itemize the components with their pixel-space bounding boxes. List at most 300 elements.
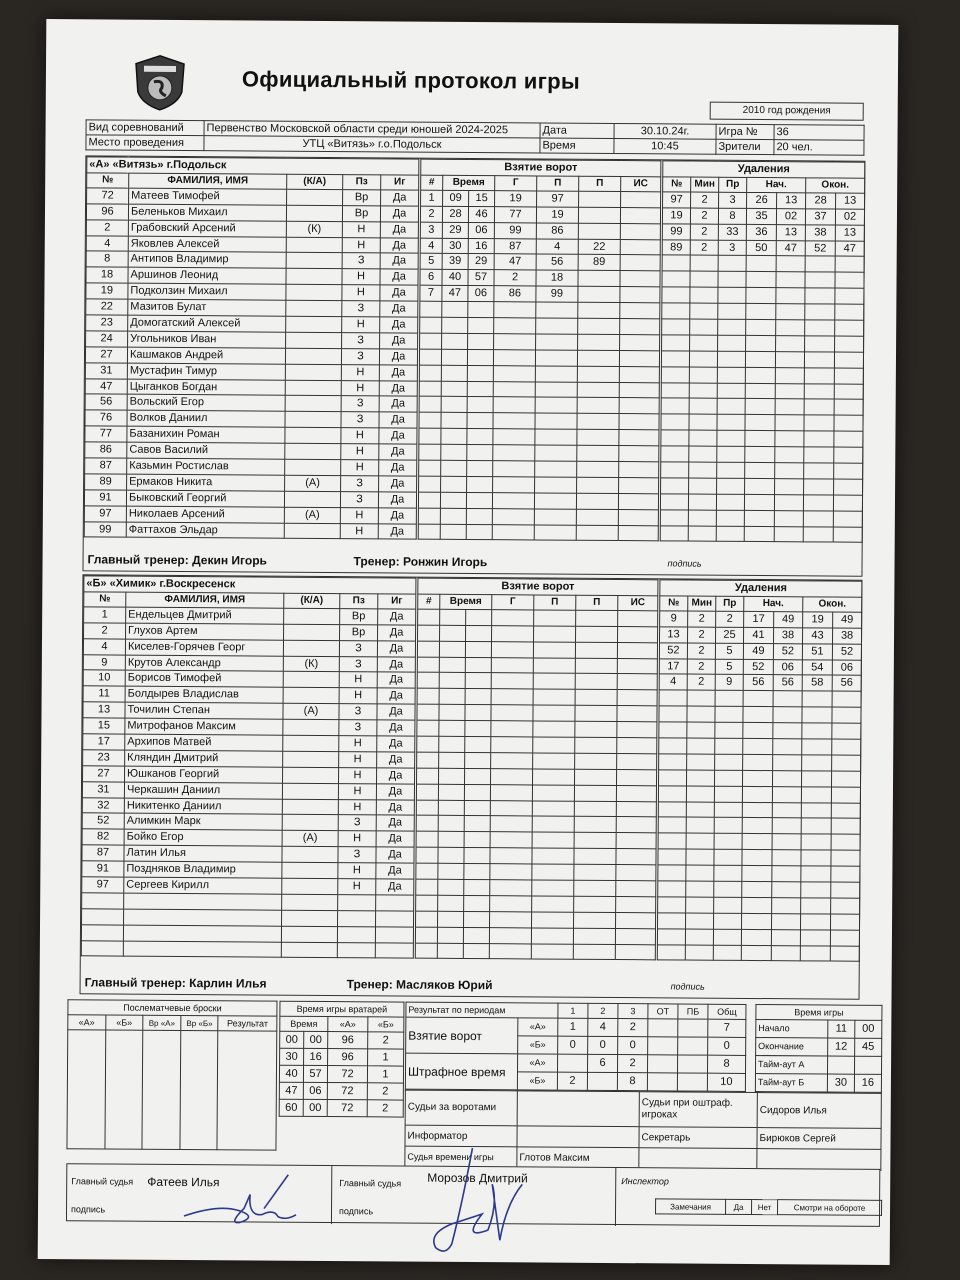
penalty-s2 (774, 526, 803, 542)
penalty-no (658, 849, 686, 865)
goal-p2 (578, 318, 620, 334)
penalty-row (660, 510, 862, 527)
player-pos (337, 926, 375, 942)
penalty-s2 (773, 707, 802, 723)
penalty-pr (715, 706, 743, 722)
goal-p2 (578, 207, 620, 223)
goal-g (494, 334, 536, 350)
player-ka (285, 443, 341, 459)
goal-p2 (574, 880, 616, 896)
penalty-e1 (802, 755, 832, 771)
penalty-row (663, 192, 865, 209)
penalty-e2 (832, 723, 861, 739)
penalty-e1 (800, 945, 830, 961)
goal-p2 (576, 610, 618, 626)
penalty-s2: 13 (777, 193, 806, 209)
goal-ss (466, 609, 492, 625)
goal-n (420, 301, 442, 317)
goal-p1 (534, 525, 576, 541)
penalty-row (661, 414, 863, 431)
col-goal-is: ИС (621, 176, 661, 191)
goal-n (419, 444, 441, 460)
penalty-no (658, 833, 686, 849)
goalie-ss: 00 (303, 1099, 327, 1116)
goal-is (619, 350, 659, 366)
goalie-ss: 57 (303, 1065, 327, 1082)
inspector-label: Инспектор (621, 1176, 669, 1187)
goal-n (416, 863, 438, 879)
timekeeper-value: Глотов Максим (517, 1147, 639, 1169)
col-pen-start: Нач. (744, 596, 803, 611)
goal-g (492, 492, 534, 508)
goal-mm (442, 333, 468, 349)
goal-ss (468, 302, 494, 318)
penalty-s2 (775, 399, 804, 415)
penalty-pr (716, 510, 744, 526)
goal-is (620, 303, 660, 319)
penalty-s2: 47 (776, 240, 805, 256)
team-b-section (80, 574, 863, 999)
goal-is (617, 738, 657, 754)
player-ka (283, 719, 339, 735)
penalty-no (657, 929, 685, 945)
player-name: Никитенко Даниил (124, 798, 282, 815)
goal-g (491, 705, 533, 721)
player-no: 17 (83, 734, 125, 750)
penalty-s1 (744, 510, 774, 526)
player-name: Глухов Артем (126, 623, 284, 640)
penalty-no (658, 817, 686, 833)
goalie-row (279, 1099, 403, 1117)
goal-ss (466, 625, 492, 641)
goal-is (617, 674, 657, 690)
penalty-row (661, 351, 863, 368)
penalty-s2 (774, 494, 803, 510)
goal-ss: 57 (468, 270, 494, 286)
shootout-gk-b: Вр «Б» (181, 1016, 219, 1031)
end-label: Окончание (756, 1038, 828, 1057)
goal-row (416, 863, 656, 881)
penalty-s1: 35 (746, 208, 776, 224)
goal-row (420, 285, 660, 303)
goal-p2 (577, 445, 619, 461)
player-pos: Н (342, 221, 380, 237)
player-ka: (А) (284, 507, 340, 523)
period-value (587, 1072, 617, 1090)
goalie-time-title: Время игры вратарей (280, 1001, 404, 1017)
goal-ss (466, 492, 492, 508)
player-pos: Н (341, 460, 379, 476)
penalty-s2 (776, 320, 805, 336)
player-pos: Н (340, 507, 378, 523)
penalty-e1 (801, 787, 831, 803)
goal-n (419, 428, 441, 444)
penalty-e1 (803, 511, 833, 527)
team-a-section (82, 155, 865, 576)
goal-mm (439, 768, 465, 784)
team-b-goals (415, 578, 659, 961)
goal-mm (438, 848, 464, 864)
player-name: Волков Даниил (127, 410, 285, 427)
goal-g (493, 461, 535, 477)
goal-mm: 47 (442, 286, 468, 302)
penalty-s1 (742, 786, 772, 802)
penalty-e1 (801, 850, 831, 866)
goal-n (418, 625, 440, 641)
goal-mm (441, 429, 467, 445)
penalty-s2 (775, 383, 804, 399)
goal-ss (465, 752, 491, 768)
goal-mm (440, 524, 466, 540)
player-pos: З (339, 704, 377, 720)
player-no: 4 (83, 638, 125, 654)
penalty-s1 (745, 383, 775, 399)
team-b-coach: Тренер: Масляков Юрий (346, 977, 493, 993)
goal-n (419, 413, 441, 429)
goal-n (415, 927, 437, 943)
col-pen-pr: Пр (716, 596, 744, 611)
goal-is (620, 239, 660, 255)
player-ka (282, 815, 338, 831)
goal-mm (439, 720, 465, 736)
penalty-e1 (804, 383, 834, 399)
penalty-row (660, 611, 862, 628)
penalty-e2 (832, 739, 861, 755)
penalty-no (661, 414, 689, 430)
penalty-e2 (834, 368, 863, 384)
period-value: 0 (588, 1036, 618, 1054)
goal-is (620, 271, 660, 287)
penalty-row (659, 770, 861, 787)
player-played: Да (376, 784, 414, 800)
goal-g (491, 673, 533, 689)
penalty-pr (717, 430, 745, 446)
player-pos: Н (339, 688, 377, 704)
col-goal-no: # (421, 175, 443, 190)
goal-n (416, 800, 438, 816)
penalty-pr: 25 (715, 627, 743, 643)
player-ka (284, 624, 340, 640)
penalty-s2 (775, 463, 804, 479)
penalty-min (686, 897, 714, 913)
date-value: 30.10.24г. (614, 124, 716, 140)
player-name: Черкашин Даниил (124, 782, 282, 799)
goal-p2 (574, 833, 616, 849)
penalty-pr (715, 722, 743, 738)
penalty-min: 2 (687, 659, 715, 675)
penalty-row (658, 849, 860, 866)
roster-row (81, 940, 413, 958)
goal-is (616, 833, 656, 849)
goal-p2 (575, 642, 617, 658)
penalty-e1 (801, 771, 831, 787)
goal-p1 (532, 816, 574, 832)
penalty-e1: 19 (803, 612, 833, 628)
penalty-s2: 49 (774, 612, 803, 628)
penalty-e2: 13 (836, 193, 865, 209)
player-ka: (А) (285, 475, 341, 491)
goal-row (417, 752, 657, 770)
penalty-e1 (800, 930, 830, 946)
penalty-s1: 56 (743, 675, 773, 691)
player-no: 76 (85, 410, 127, 426)
goal-row (420, 254, 660, 272)
goal-mm (441, 349, 467, 365)
goal-g (490, 864, 532, 880)
periods-title: Результат по периодам (406, 1002, 558, 1018)
penalty-s1 (741, 929, 771, 945)
penalty-row (661, 367, 863, 384)
player-name: Матеев Тимофей (129, 188, 287, 205)
goal-p1 (533, 721, 575, 737)
player-pos: Н (338, 879, 376, 895)
penalty-e1 (801, 882, 831, 898)
player-ka (285, 348, 341, 364)
player-played: Да (380, 301, 418, 317)
col-goal-time: Время (443, 175, 495, 190)
penalty-s1 (745, 431, 775, 447)
player-no (81, 940, 123, 956)
goal-g (493, 445, 535, 461)
goal-p2 (574, 817, 616, 833)
penalty-pr (714, 834, 742, 850)
player-played: Да (379, 380, 417, 396)
player-played (376, 895, 414, 911)
team-a-coach: Тренер: Ронжин Игорь (353, 554, 488, 570)
goal-row (417, 657, 657, 675)
goal-ss (464, 895, 490, 911)
player-pos: Н (342, 269, 380, 285)
goalie-b: 2 (367, 1100, 403, 1117)
penalty-no (661, 351, 689, 367)
penalty-s1 (744, 526, 774, 542)
player-no: 97 (82, 877, 124, 893)
player-pos: Н (338, 783, 376, 799)
penalty-row (659, 754, 861, 771)
period-value: 8 (708, 1055, 746, 1073)
col-goal-g: Г (492, 595, 534, 610)
period-value: 8 (617, 1073, 647, 1091)
penalty-min (689, 478, 717, 494)
goal-n: 4 (420, 238, 442, 254)
goal-is (621, 191, 661, 207)
goal-n: 5 (420, 254, 442, 270)
penalty-e2 (834, 479, 863, 495)
penalty-row (658, 817, 860, 834)
penalty-s1 (746, 319, 776, 335)
goal-mm (437, 943, 463, 959)
competition-value: Первенство Московской области среди юношей 2024-2025 (204, 121, 540, 138)
goalie-row (280, 1048, 404, 1066)
player-played: Да (376, 863, 414, 879)
goal-row (420, 270, 660, 288)
team-b-penalties (657, 579, 863, 962)
col-pos: Пз (340, 593, 378, 608)
team-b-title: «Б» «Химик» г.Воскресенск (84, 576, 416, 594)
team-b-signature-label: подпись (670, 981, 705, 992)
period-value (558, 1054, 588, 1072)
penalty-row (659, 722, 861, 739)
penalty-row (661, 382, 863, 399)
player-no: 4 (86, 235, 128, 251)
player-played: Да (377, 688, 415, 704)
penalty-e2 (831, 834, 860, 850)
goal-g: 77 (494, 206, 536, 222)
goal-is (616, 865, 656, 881)
goal-p2 (576, 626, 618, 642)
penalty-pr (713, 929, 741, 945)
penalty-min (685, 929, 713, 945)
penalty-s2: 13 (776, 224, 805, 240)
penalty-s1 (746, 288, 776, 304)
penalty-pr (714, 881, 742, 897)
player-pos: З (338, 815, 376, 831)
period-value: 7 (708, 1019, 746, 1037)
penalty-s2 (773, 691, 802, 707)
penalty-row (662, 287, 864, 304)
penalty-s1 (742, 913, 772, 929)
goal-row (416, 895, 656, 913)
penalty-e1 (803, 495, 833, 511)
goal-ss (465, 768, 491, 784)
player-played: Да (377, 656, 415, 672)
period-h3: 3 (618, 1004, 648, 1019)
penalty-min: 2 (690, 224, 718, 240)
player-ka (283, 751, 339, 767)
goalie-b: 1 (368, 1049, 404, 1066)
penalty-e2 (835, 257, 864, 273)
goal-g (493, 397, 535, 413)
goal-n (416, 784, 438, 800)
timeout-b-h: 30 (827, 1074, 854, 1092)
goalie-a: 72 (327, 1100, 367, 1117)
player-pos: Н (339, 752, 377, 768)
player-name (124, 909, 282, 926)
goal-is (619, 446, 659, 462)
goal-ss (464, 911, 490, 927)
player-ka (284, 491, 340, 507)
penalty-e2 (835, 288, 864, 304)
penalty-row (658, 913, 860, 930)
player-no: 11 (83, 686, 125, 702)
goal-is (619, 462, 659, 478)
period-value: 10 (707, 1073, 745, 1091)
goalie-a: 72 (327, 1066, 367, 1083)
period-value (678, 1019, 708, 1037)
player-ka (283, 688, 339, 704)
goal-p2 (577, 430, 619, 446)
penalty-e2 (832, 691, 861, 707)
goal-is (616, 881, 656, 897)
period-value: 4 (588, 1018, 618, 1036)
penalty-s1 (746, 335, 776, 351)
start-m: 00 (855, 1020, 882, 1038)
goal-mm (441, 381, 467, 397)
goal-is (616, 785, 656, 801)
penalty-row (662, 303, 864, 320)
col-pen-no: № (660, 596, 688, 611)
goal-n (417, 768, 439, 784)
penalty-e2 (832, 707, 861, 723)
goal-ss: 29 (468, 254, 494, 270)
player-ka: (А) (283, 703, 339, 719)
goal-mm (440, 625, 466, 641)
penalty-e1: 37 (805, 209, 835, 225)
player-no: 23 (83, 750, 125, 766)
penalty-row (659, 706, 861, 723)
penalty-min (690, 303, 718, 319)
penalty-e1 (803, 526, 833, 542)
col-pos: Пз (343, 175, 381, 190)
goal-ss: 46 (468, 206, 494, 222)
goal-n (420, 333, 442, 349)
goal-is (617, 690, 657, 706)
penalty-no (660, 494, 688, 510)
penalty-e1: 43 (802, 628, 832, 644)
goal-ss (465, 689, 491, 705)
goal-p1 (532, 801, 574, 817)
goal-n (417, 657, 439, 673)
penalty-no (657, 944, 685, 960)
penalty-min (687, 722, 715, 738)
player-played: Да (376, 799, 414, 815)
player-pos: Н (340, 523, 378, 539)
goal-p1 (536, 334, 578, 350)
player-ka (286, 205, 342, 221)
goal-ss (467, 365, 493, 381)
goal-p1 (531, 944, 573, 960)
penalty-s2 (776, 272, 805, 288)
shootout-b: «Б» (105, 1015, 143, 1030)
goal-p2 (577, 414, 619, 430)
goal-p1 (535, 382, 577, 398)
goal-ss (464, 848, 490, 864)
goal-g (490, 832, 532, 848)
penalty-e1 (804, 463, 834, 479)
player-played: Да (378, 508, 416, 524)
penalty-no: 13 (660, 627, 688, 643)
penalty-e2 (831, 819, 860, 835)
goal-is (616, 817, 656, 833)
penalty-min (689, 414, 717, 430)
goal-mm (439, 641, 465, 657)
goal-row (420, 333, 660, 351)
player-played: Да (377, 736, 415, 752)
penalty-e2: 02 (835, 209, 864, 225)
penalty-no (662, 255, 690, 271)
goal-row (419, 397, 659, 415)
col-name: ФАМИЛИЯ, ИМЯ (129, 173, 287, 189)
period-hot: ОТ (648, 1004, 678, 1019)
goal-n (417, 704, 439, 720)
goal-p2 (577, 477, 619, 493)
penalty-row (661, 478, 863, 495)
goal-mm (441, 413, 467, 429)
penalty-min: 2 (687, 674, 715, 690)
player-name: Крутов Александр (125, 655, 283, 672)
goal-mm (439, 705, 465, 721)
player-played: Да (378, 609, 416, 625)
penalty-min (686, 802, 714, 818)
penalty-row (662, 335, 864, 352)
player-name: Мазитов Булат (128, 299, 286, 316)
penalty-e1 (805, 288, 835, 304)
goal-n: 2 (420, 206, 442, 222)
goal-g (492, 625, 534, 641)
player-name (124, 893, 282, 910)
goal-p2: 22 (578, 239, 620, 255)
penalty-e1 (801, 898, 831, 914)
